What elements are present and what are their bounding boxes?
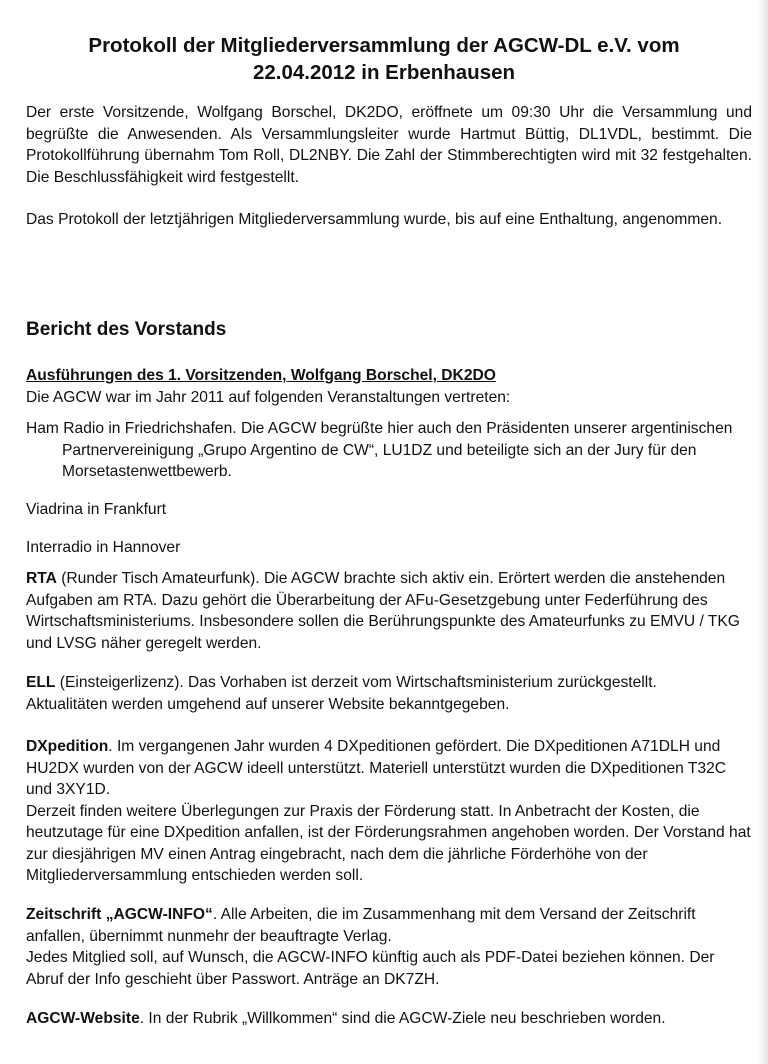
chair-report [26, 365, 752, 408]
intro-paragraph: Der erste Vorsitzende, Wolfgang Borschel, DK2DO, eröffnete um 09:30 Uhr die Versammlung und begrüßte die Anwesenden. Als Versammlungsleiter wurde Hartmut Büttig, DL1VDL, bestimmt. Die Protokollführung übernahm Tom Roll, DL2NBY. Die Zahl der Stimmberechtigten wird mit 32 festgehalten. Die Beschlussfähigkeit wird festgestellt. [26, 104, 752, 186]
dxpedition-text-1: . Im vergangenen Jahr wurden 4 DXpeditionen gefördert. Die DXpeditionen A71DLH und HU2DX wurden von der AGCW ideell unterstützt. Materiell unterstützt wurden die DXpeditionen T32C und 3XY1D. [26, 738, 727, 798]
website-text: . In der Rubrik „Willkommen“ sind die AGCW-Ziele neu beschrieben worden. [139, 1010, 666, 1027]
ell-paragraph [26, 672, 726, 715]
title-line-2: 22.04.2012 in Erbenhausen [252, 61, 516, 84]
protocol-paragraph: Das Protokoll der letztjährigen Mitgliederversammlung wurde, bis auf eine Enthaltung, angenommen. [26, 211, 723, 228]
rta-paragraph [26, 568, 746, 654]
dxpedition-part-1 [26, 736, 752, 801]
info-paragraph [26, 904, 752, 990]
report-subheading: Ausführungen des 1. Vorsitzenden, Wolfgang Borschel, DK2DO [26, 367, 496, 384]
dxpedition-text-2: Derzeit finden weitere Überlegungen zur Praxis der Förderung statt. In Anbetracht der Kosten, die heutzutage für eine DXpedition anfallen, ist der Förderungsrahmen angehoben worden. Der Vorstand hat zur diesjährigen MV einen Antrag eingebracht, nach dem die jährliche Förderhöhe von der Mitgliederversammlung entschieden werden soll. [26, 802, 751, 884]
scan-edge-shadow [758, 0, 768, 1064]
ell-label: ELL [26, 674, 56, 691]
info-text-1: . Alle Arbeiten, die im Zusammenhang mit dem Versand der Zeitschrift anfallen, übernimmt nunmehr der beauftragte Verlag. [26, 906, 696, 945]
rta-label: RTA [26, 570, 57, 587]
rta-text: (Runder Tisch Amateurfunk). Die AGCW brachte sich aktiv ein. Erörtert werden die anstehenden Aufgaben am RTA. Dazu gehört die Überarbeitung der AFu-Gesetzgebung unter Federführung des Wirtschaftsministeriums. Insbesondere sollen die Berührungspunkte des Amateurfunks zu EMVU / TKG und LVSG näher geregelt werden. [26, 570, 740, 652]
section-heading: Bericht des Vorstands [26, 319, 227, 340]
event-ham-radio: Ham Radio in Friedrichshafen. Die AGCW begrüßte hier auch den Präsidenten unserer argentinischen Partnervereinigung „Grupo Argentino de CW“, LU1DZ und beteiligte sich an der Jury für den Morsetastenwettbewerb. [26, 420, 733, 480]
info-label: Zeitschrift „AGCW-INFO“ [26, 906, 213, 923]
dxpedition-label: DXpedition [26, 738, 109, 755]
website-label: AGCW-Website [26, 1010, 140, 1027]
ell-text: (Einsteigerlizenz). Das Vorhaben ist derzeit vom Wirtschaftsministerium zurückgestellt. Aktualitäten werden umgehend auf unserer Website bekanntgegeben. [26, 674, 657, 713]
document-title [20, 32, 748, 86]
events-intro: Die AGCW war im Jahr 2011 auf folgenden Veranstaltungen vertreten: [26, 388, 511, 406]
event-interradio: Interradio in Hannover [26, 539, 181, 556]
event-viadrina: Viadrina in Frankfurt [26, 501, 167, 518]
info-part-1 [26, 904, 752, 947]
title-line-1: Protokoll der Mitgliederversammlung der AGCW-DL e.V. vom [88, 34, 680, 57]
info-text-2: Jedes Mitglied soll, auf Wunsch, die AGCW-INFO künftig auch als PDF-Datei beziehen können. Der Abruf der Info geschieht über Passwort. Anträge an DK7ZH. [26, 949, 715, 988]
dxpedition-paragraph [26, 736, 752, 887]
website-paragraph [26, 1008, 726, 1030]
